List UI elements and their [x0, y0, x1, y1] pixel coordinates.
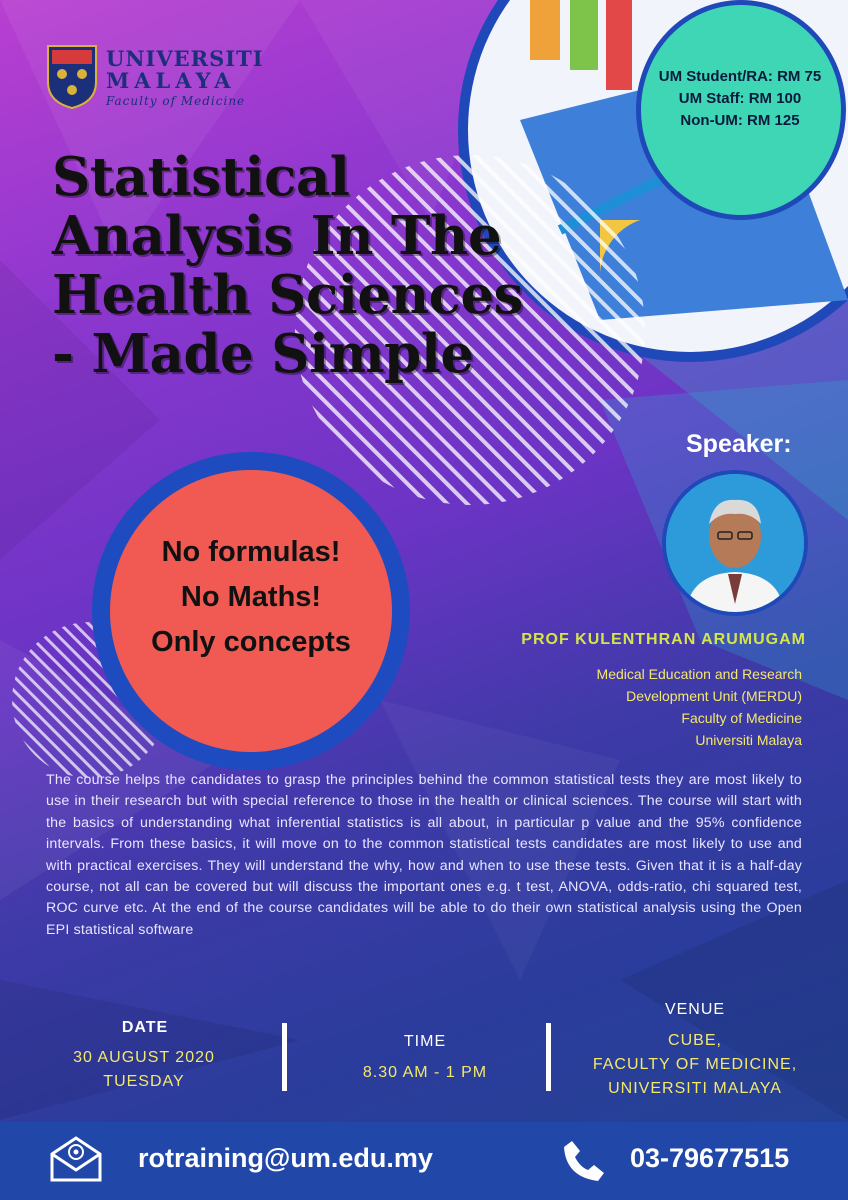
- venue-label: VENUE: [664, 1001, 726, 1018]
- date-value: [44, 1046, 244, 1094]
- date-line: 30 AUGUST 2020: [73, 1049, 215, 1066]
- price-non-um: Non-UM: RM 125: [680, 112, 800, 129]
- faculty-name: Faculty of Medicine: [106, 94, 246, 108]
- phone-number[interactable]: 03-79677515: [630, 1143, 790, 1173]
- price-student: UM Student/RA: RM 75: [658, 68, 822, 85]
- university-name-line1: UNIVERSITI: [106, 46, 264, 71]
- highlight-text: [110, 530, 392, 665]
- highlight-line: No Maths!: [180, 581, 322, 613]
- title-line: - Made Simple: [52, 323, 474, 385]
- venue-line: UNIVERSITI MALAYA: [608, 1080, 782, 1097]
- title-line: Statistical: [52, 146, 350, 208]
- time-value: 8.30 AM - 1 PM: [362, 1064, 488, 1081]
- course-description: The course helps the candidates to grasp the principles behind the common statistical tests they are most likely to use in their research but with special reference to those in the health or clinical sciences. The course will start with the basics of understanding what inferential statistics is all about, in particular p value and the 95% confidence intervals. From these basics, it will move on to the common statistical tests candidates are most likely to use and with practical exercises. They will understand the why, how and when to use these tests. Given that it is a half-day course, not all can be covered but will discuss the important ones e.g. t test, ANOVA, odds-ratio, chi squared test, ROC curve etc. At the end of the course candidates will be able to do their own statistical analysis using the Open EPI statistical software: [46, 772, 802, 938]
- crest-icon: [46, 44, 98, 110]
- email-icon[interactable]: [48, 1136, 104, 1184]
- title-line: Health Sciences: [52, 264, 524, 326]
- venue-line: FACULTY OF MEDICINE,: [592, 1056, 798, 1073]
- highlight-line: Only concepts: [151, 626, 351, 658]
- divider: [546, 1023, 551, 1091]
- speaker-name: PROF KULENTHRAN ARUMUGAM: [521, 631, 806, 648]
- affiliation-line: Development Unit (MERDU): [626, 688, 802, 704]
- price-staff: UM Staff: RM 100: [678, 90, 802, 107]
- speaker-affiliation: [420, 663, 802, 751]
- date-label: DATE: [121, 1019, 169, 1036]
- course-title: [52, 148, 612, 384]
- highlight-line: No formulas!: [161, 536, 341, 568]
- day-line: TUESDAY: [103, 1073, 185, 1090]
- affiliation-line: Universiti Malaya: [695, 732, 802, 748]
- divider: [282, 1023, 287, 1091]
- speaker-label: Speaker:: [686, 430, 792, 458]
- speaker-photo: [662, 470, 808, 616]
- email-address[interactable]: rotraining@um.edu.my: [138, 1143, 433, 1173]
- affiliation-line: Faculty of Medicine: [681, 710, 802, 726]
- time-label: TIME: [403, 1033, 447, 1050]
- phone-icon[interactable]: [562, 1139, 606, 1183]
- university-name-line2: MALAYA: [106, 68, 236, 93]
- price-list: [640, 66, 840, 132]
- university-logo: [46, 44, 266, 114]
- title-line: Analysis In The: [52, 205, 502, 267]
- venue-value: [575, 1029, 815, 1101]
- venue-line: CUBE,: [668, 1032, 722, 1049]
- affiliation-line: Medical Education and Research: [596, 666, 802, 682]
- person-icon: [666, 474, 804, 612]
